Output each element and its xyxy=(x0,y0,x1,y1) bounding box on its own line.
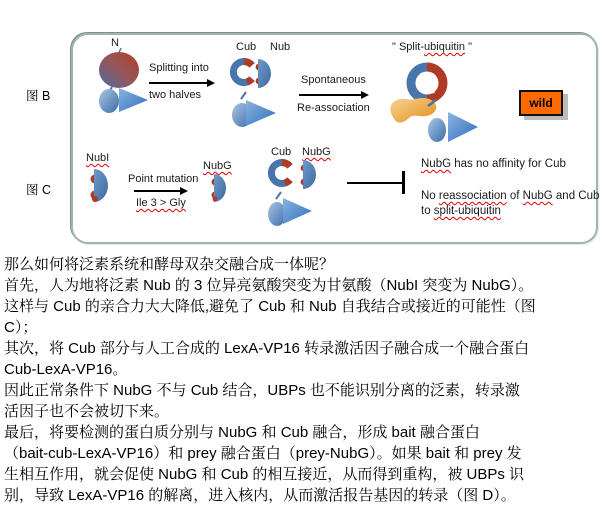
paragraph-line: Cub-LexA-VP16。 xyxy=(4,361,128,378)
paragraph-line: 这样与 Cub 的亲合力大大降低,避免了 Cub 和 Nub 自我结合或接近的可能性（图 xyxy=(4,298,536,315)
nubg-label: NubG xyxy=(203,160,232,172)
spontaneous-arrow-label-top: Spontaneous xyxy=(301,74,366,86)
body-paragraph xyxy=(4,254,600,506)
figure-c-label: 图 C xyxy=(26,183,52,197)
nubg2-label: NubG xyxy=(302,146,331,158)
point-mutation-label: Point mutation xyxy=(128,173,199,185)
splitting-arrow-icon xyxy=(149,82,209,84)
no-reassociation-note-line2: to split-ubiquitin xyxy=(421,205,501,217)
split-halves-icon xyxy=(228,56,294,132)
inhibition-bar-icon xyxy=(402,171,405,194)
spontaneous-arrow-label-bottom: Re-association xyxy=(297,102,370,114)
inhibition-line-icon xyxy=(347,182,403,184)
splitting-arrowhead-icon xyxy=(207,79,215,87)
point-mutation-arrow-icon xyxy=(134,190,182,192)
wild-badge: wild xyxy=(519,90,563,116)
cub-label-b: Cub xyxy=(236,41,257,53)
paragraph-line: 因此正常条件下 NubG 不与 Cub 结合，UBPs 也不能识别分离的泛素，转录激 xyxy=(4,382,520,399)
ile-gly-label: Ile 3 > Gly xyxy=(136,197,186,209)
paragraph-line: 活因子也不会被切下来。 xyxy=(4,403,170,420)
cub-nubg-pair-icon xyxy=(266,157,330,235)
no-reassociation-note-line1: No reassociation of NubG and Cub xyxy=(421,190,600,202)
figure-b-label: 图 B xyxy=(26,89,51,103)
paragraph-line: 那么如何将泛素系统和酵母双杂交融合成一体呢？ xyxy=(4,256,335,273)
paragraph-line: 首先，人为地将泛素 Nub 的 3 位异亮氨酸突变为甘氨酸（NubI 突变为 NubG）。 xyxy=(4,277,534,294)
paragraph-line: C）； xyxy=(4,319,38,336)
nub-label-b: Nub xyxy=(270,41,291,53)
paragraph-line: 其次，将 Cub 部分与人工合成的 LexA-VP16 转录激活因子融合成一个融合蛋白 xyxy=(4,340,530,357)
splitting-arrow-label-top: Splitting into xyxy=(149,62,209,74)
cub-label-c: Cub xyxy=(271,146,292,158)
paragraph-line: 最后，将要检测的蛋白质分别与 NubG 和 Cub 融合，形成 bait 融合蛋白 xyxy=(4,424,480,441)
paragraph-line: 生相互作用，就会促使 NubG 和 Cub 的相互接近，从而得到重构，被 UBPs 识 xyxy=(4,466,525,483)
nubg-icon xyxy=(206,172,232,208)
nubi-icon xyxy=(83,166,115,208)
n-terminus-label: N xyxy=(111,37,119,49)
splitting-arrow-label-bottom: two halves xyxy=(149,89,201,101)
spontaneous-arrow-icon xyxy=(299,94,363,96)
spontaneous-arrowhead-icon xyxy=(361,91,369,99)
paragraph-line: 别，导致 LexA-VP16 的解离，进入核内，从而激活报告基因的转录（图 D）。 xyxy=(4,487,516,504)
reassembled-split-ubiquitin-icon xyxy=(381,57,481,147)
wild-ubiquitin-icon xyxy=(95,48,157,116)
paragraph-line: （bait-cub-LexA-VP16）和 prey 融合蛋白（prey-NubG）。如果 bait 和 prey 发 xyxy=(4,445,522,462)
no-affinity-note: NubG has no affinity for Cub xyxy=(421,158,566,170)
point-mutation-arrowhead-icon xyxy=(180,187,188,195)
split-ubiquitin-label: " Split-ubiquitin " xyxy=(392,41,472,53)
nubi-label: NubI xyxy=(86,152,110,164)
